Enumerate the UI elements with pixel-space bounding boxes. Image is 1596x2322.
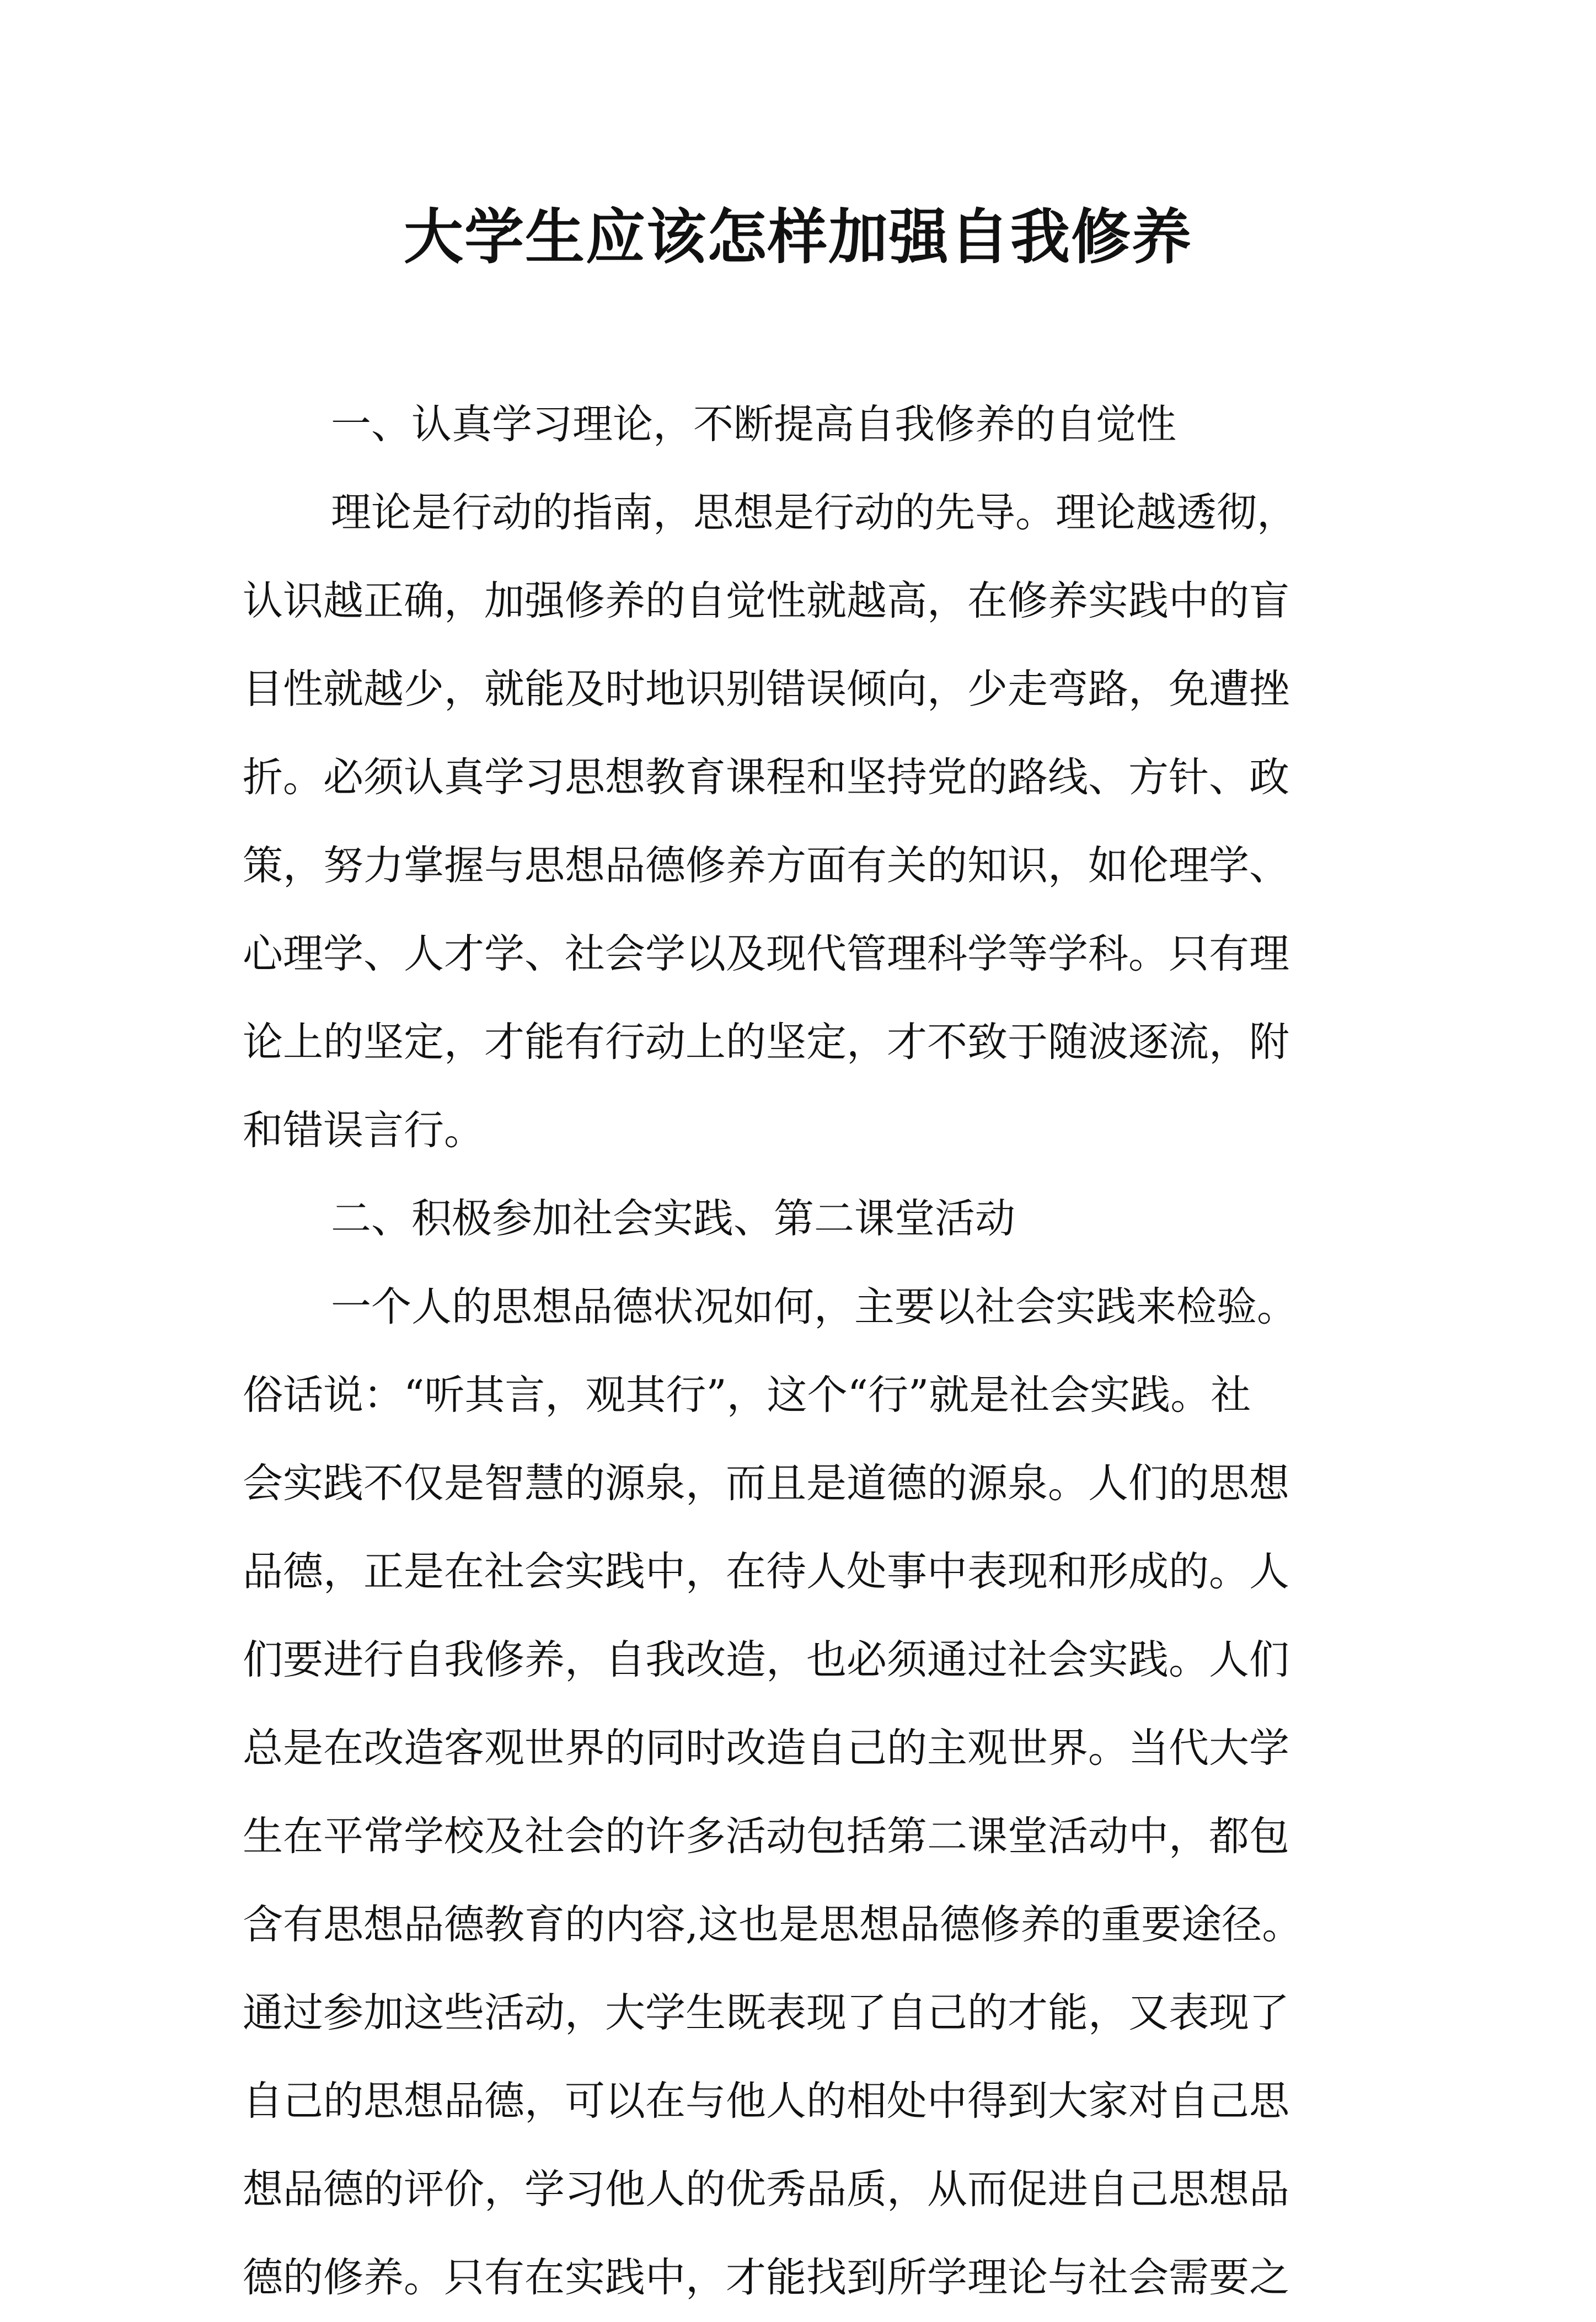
page-title: 大学生应该怎样加强自我修养 bbox=[403, 202, 1192, 272]
paragraph-line: 总是在改造客观世界的同时改造自己的主观世界。当代大学 bbox=[243, 1725, 1289, 1772]
paragraph-line: 理论是行动的指南，思想是行动的先导。理论越透彻， bbox=[331, 489, 1297, 536]
paragraph-line: 德的修养。只有在实践中，才能找到所学理论与社会需要之 bbox=[243, 2254, 1289, 2301]
paragraph-line: 自己的思想品德，可以在与他人的相处中得到大家对自己思 bbox=[243, 2078, 1289, 2125]
document-body bbox=[243, 381, 1362, 2322]
paragraph-line: 心理学、人才学、社会学以及现代管理科学等学科。只有理 bbox=[243, 930, 1289, 977]
paragraph-line: 认识越正确，加强修养的自觉性就越高，在修养实践中的盲 bbox=[243, 577, 1289, 624]
section-heading-1: 一、认真学习理论，不断提高自我修养的自觉性 bbox=[331, 401, 1176, 448]
paragraph-line: 通过参加这些活动，大学生既表现了自己的才能，又表现了 bbox=[243, 1989, 1289, 2036]
paragraph-line: 俗话说：“听其言，观其行”，这个“行”就是社会实践。社 bbox=[243, 1372, 1251, 1419]
paragraph-line: 们要进行自我修养，自我改造，也必须通过社会实践。人们 bbox=[243, 1636, 1289, 1683]
paragraph-line: 策，努力掌握与思想品德修养方面有关的知识，如伦理学、 bbox=[243, 842, 1289, 889]
section-heading-2: 二、积极参加社会实践、第二课堂活动 bbox=[331, 1195, 1015, 1242]
paragraph-line: 想品德的评价，学习他人的优秀品质，从而促进自己思想品 bbox=[243, 2166, 1289, 2213]
paragraph-line: 一个人的思想品德状况如何，主要以社会实践来检验。 bbox=[331, 1283, 1297, 1330]
paragraph-line: 生在平常学校及社会的许多活动包括第二课堂活动中，都包 bbox=[243, 1813, 1289, 1860]
paragraph-line: 会实践不仅是智慧的源泉，而且是道德的源泉。人们的思想 bbox=[243, 1460, 1289, 1507]
paragraph-line: 和错误言行。 bbox=[243, 1107, 484, 1154]
paragraph-line: 含有思想品德教育的内容,这也是思想品德修养的重要途径。 bbox=[243, 1901, 1303, 1948]
paragraph-line: 目性就越少，就能及时地识别错误倾向，少走弯路，免遭挫 bbox=[243, 666, 1289, 713]
paragraph-line: 品德，正是在社会实践中，在待人处事中表现和形成的。人 bbox=[243, 1548, 1289, 1595]
paragraph-line: 折。必须认真学习思想教育课程和坚持党的路线、方针、政 bbox=[243, 754, 1289, 801]
paragraph-line: 论上的坚定，才能有行动上的坚定，才不致于随波逐流，附 bbox=[243, 1019, 1289, 1066]
